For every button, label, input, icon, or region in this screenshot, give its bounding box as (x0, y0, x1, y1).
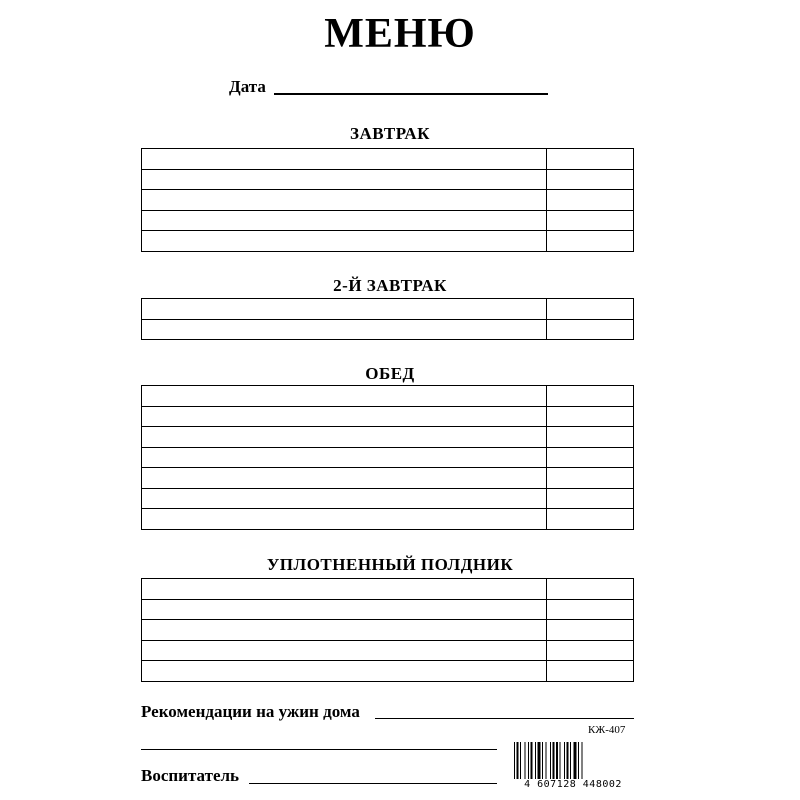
amount-cell[interactable] (547, 661, 634, 682)
table-row (142, 190, 634, 211)
amount-cell[interactable] (547, 579, 634, 600)
page-title: МЕНЮ (324, 11, 476, 57)
teacher-signature-field[interactable] (249, 783, 497, 784)
teacher-label: Воспитатель (141, 766, 240, 785)
table-row (142, 447, 634, 468)
afternoon-snack-table (141, 578, 634, 682)
dish-cell[interactable] (142, 169, 547, 190)
table-row (142, 579, 634, 600)
section-title-breakfast: ЗАВТРАК (349, 124, 431, 143)
barcode-bar (542, 742, 543, 782)
barcode-bar (578, 742, 579, 782)
lunch-table (141, 385, 634, 530)
table-row (142, 231, 634, 252)
table-row (142, 169, 634, 190)
recommendations-field-continued[interactable] (141, 749, 497, 750)
amount-cell[interactable] (547, 231, 634, 252)
recommendations-label: Рекомендации на ужин дома (141, 702, 360, 721)
table-row (142, 599, 634, 620)
section-title-lunch: ОБЕД (365, 364, 415, 383)
amount-cell[interactable] (547, 599, 634, 620)
barcode-bar (567, 742, 569, 782)
breakfast-table (141, 148, 634, 252)
table-row (142, 488, 634, 509)
amount-cell[interactable] (547, 620, 634, 641)
table-row (142, 427, 634, 448)
dish-cell[interactable] (142, 406, 547, 427)
dish-cell[interactable] (142, 299, 547, 320)
dish-cell[interactable] (142, 509, 547, 530)
table-row (142, 319, 634, 340)
dish-cell[interactable] (142, 386, 547, 407)
amount-cell[interactable] (547, 488, 634, 509)
amount-cell[interactable] (547, 509, 634, 530)
amount-cell[interactable] (547, 319, 634, 340)
date-label: Дата (229, 77, 266, 96)
dish-cell[interactable] (142, 488, 547, 509)
barcode-bar (574, 742, 577, 782)
barcode-bar (517, 742, 519, 782)
dish-cell[interactable] (142, 427, 547, 448)
dish-cell[interactable] (142, 620, 547, 641)
barcode-bar (553, 742, 555, 782)
dish-cell[interactable] (142, 149, 547, 170)
table-row (142, 661, 634, 682)
table-row (142, 149, 634, 170)
dish-cell[interactable] (142, 599, 547, 620)
dish-cell[interactable] (142, 579, 547, 600)
barcode-bar (528, 742, 529, 782)
barcode-bar (546, 742, 547, 782)
amount-cell[interactable] (547, 427, 634, 448)
recommendations-field[interactable] (375, 718, 634, 719)
table-row (142, 468, 634, 489)
section-title-afternoon-snack: УПЛОТНЕННЫЙ ПОЛДНИК (266, 555, 514, 574)
barcode-bar (582, 742, 583, 782)
dish-cell[interactable] (142, 319, 547, 340)
form-code: КЖ-407 (588, 724, 626, 736)
amount-cell[interactable] (547, 169, 634, 190)
table-row (142, 386, 634, 407)
barcode-bar (520, 742, 521, 782)
second-breakfast-table (141, 298, 634, 340)
section-title-second-breakfast: 2-Й ЗАВТРАК (333, 276, 447, 295)
table-row (142, 640, 634, 661)
amount-cell[interactable] (547, 190, 634, 211)
barcode-bar (538, 742, 541, 782)
barcode-bar (550, 742, 551, 782)
amount-cell[interactable] (547, 406, 634, 427)
table-row (142, 299, 634, 320)
amount-cell[interactable] (547, 299, 634, 320)
barcode-number: 4 607128 448002 (512, 779, 634, 790)
amount-cell[interactable] (547, 149, 634, 170)
amount-cell[interactable] (547, 210, 634, 231)
dish-cell[interactable] (142, 447, 547, 468)
barcode-bar (525, 742, 526, 782)
barcode-bar (560, 742, 561, 782)
dish-cell[interactable] (142, 468, 547, 489)
dish-cell[interactable] (142, 190, 547, 211)
barcode-bar (535, 742, 536, 782)
barcode-bar (564, 742, 565, 782)
amount-cell[interactable] (547, 640, 634, 661)
amount-cell[interactable] (547, 447, 634, 468)
dish-cell[interactable] (142, 661, 547, 682)
dish-cell[interactable] (142, 210, 547, 231)
barcode-bar (531, 742, 533, 782)
table-row (142, 509, 634, 530)
date-field[interactable] (274, 93, 548, 95)
dish-cell[interactable] (142, 231, 547, 252)
table-row (142, 210, 634, 231)
amount-cell[interactable] (547, 386, 634, 407)
barcode-bar (514, 742, 515, 782)
dish-cell[interactable] (142, 640, 547, 661)
barcode-bar (556, 742, 558, 782)
table-row (142, 620, 634, 641)
barcode-bar (570, 742, 571, 782)
amount-cell[interactable] (547, 468, 634, 489)
table-row (142, 406, 634, 427)
